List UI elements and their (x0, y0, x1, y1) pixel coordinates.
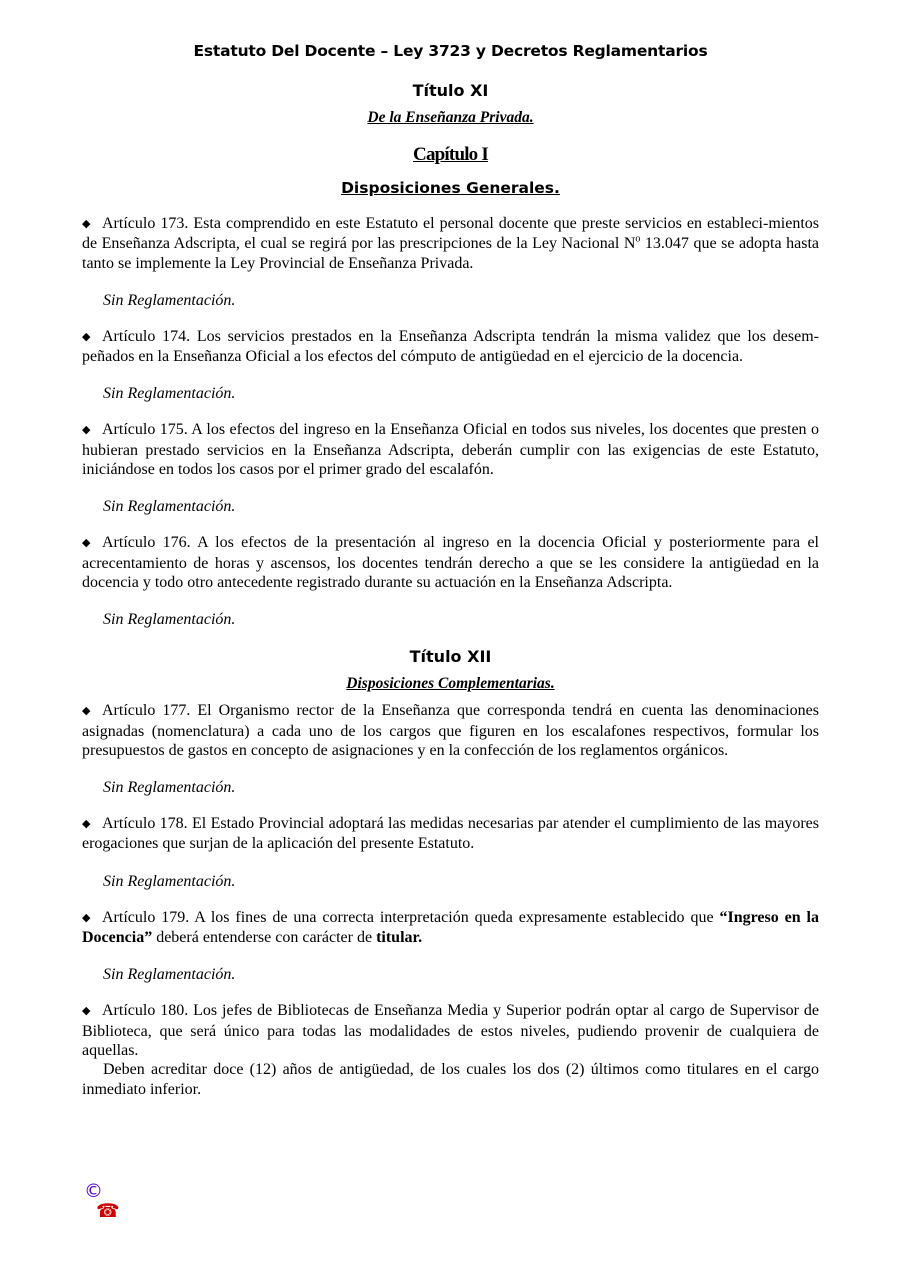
sin-reglamentacion: Sin Reglamentación. (103, 291, 236, 309)
articulo-174: ◆ Artículo 174. Los servicios prestados en la Enseñanza Adscripta tendrán la misma validez que los desem-peñados en la Enseñanza Oficial a los efectos del cómputo de antigüedad en el ejercicio de la docencia. (82, 327, 819, 366)
diamond-bullet-icon: ◆ (82, 424, 91, 437)
titulo-xii-heading: Título XII (409, 647, 492, 667)
articulo-176: ◆ Artículo 176. A los efectos de la presentación al ingreso en la docencia Oficial y posteriormente para el acrecentamiento de horas y ascensos, los docentes tendrán derecho a que se les considere la antigüedad en la docencia y todo otro antecedente registrado durante su actuación en la Enseñanza Adscripta. (82, 534, 819, 591)
capitulo-heading: Capítulo I (413, 144, 488, 165)
articulo-177: ◆ Artículo 177. El Organismo rector de la Enseñanza que corresponda tendrá en cuenta las denominaciones asignadas (nomenclatura) a cada uno de los cargos que figuren en los escalafones respectivos, formular los presupuestos de gastos en concepto de asignaciones y en la confección de los reglamentos orgánicos. (82, 702, 819, 759)
diamond-bullet-icon: ◆ (82, 818, 91, 831)
titulo-xi-heading: Título XI (412, 81, 489, 100)
sin-reglamentacion: Sin Reglamentación. (103, 872, 236, 890)
diamond-bullet-icon: ◆ (82, 1005, 91, 1018)
articulo-180-continuation: Deben acreditar doce (12) años de antigüedad, de los cuales los dos (2) últimos como titulares en el cargo inmediato inferior. (82, 1061, 819, 1098)
sin-reglamentacion: Sin Reglamentación. (103, 779, 236, 797)
titulo-xii-subtitle: Disposiciones Complementarias. (346, 675, 555, 693)
diamond-bullet-icon: ◆ (82, 537, 91, 550)
phone-icon: ☎ (96, 1200, 120, 1222)
articulo-180: ◆ Artículo 180. Los jefes de Bibliotecas de Enseñanza Media y Superior podrán optar al cargo de Supervisor de Biblioteca, que será único para todas las modalidades de estos niveles, pudiendo provenir de cualquiera de aquellas. (82, 1002, 819, 1059)
disposiciones-generales-heading (82, 179, 819, 197)
sin-reglamentacion: Sin Reglamentación. (103, 498, 236, 516)
articulo-173: ◆ Artículo 173. Esta comprendido en este Estatuto el personal docente que preste servicios en estableci-mientos de Enseñanza Adscripta, el cual se regirá por las prescripciones de la Ley Nacional $N^o$ 13.047 que se adopta hasta tanto se implemente la Ley Provincial de Enseñanza Privada. (82, 215, 820, 272)
disposiciones-word: Disposiciones (341, 179, 461, 197)
diamond-bullet-icon: ◆ (82, 705, 91, 718)
sin-reglamentacion: Sin Reglamentación. (103, 966, 236, 984)
page-footer (84, 1180, 120, 1222)
articulo-178: ◆ Artículo 178. El Estado Provincial adoptará las medidas necesarias par atender el cumplimiento de las mayores erogaciones que surjan de la aplicación del presente Estatuto. (82, 815, 819, 853)
articulo-179: ◆ Artículo 179. A los fines de una correcta interpretación queda expresamente establecido que “Ingreso en la Docencia” deberá entenderse con carácter de titular. (82, 908, 819, 947)
sin-reglamentacion: Sin Reglamentación. (103, 611, 236, 629)
document-page (82, 40, 819, 1099)
sin-reglamentacion: Sin Reglamentación. (103, 385, 236, 403)
document-header: Estatuto Del Docente – Ley 3723 y Decretos Reglamentarios (193, 42, 708, 60)
diamond-bullet-icon: ◆ (82, 330, 91, 343)
diamond-bullet-icon: ◆ (82, 218, 91, 230)
titulo-xi-subtitle: De la Enseñanza Privada. (367, 109, 534, 126)
diamond-bullet-icon: ◆ (82, 911, 91, 924)
generales-word: Generales. (466, 179, 560, 197)
articulo-175: ◆ Artículo 175. A los efectos del ingreso en la Enseñanza Oficial en todos sus niveles, los docentes que presten o hubieran prestado servicios en la Enseñanza Adscripta, deberán cumplir con las exigencias de este Estatuto, iniciándose en todos los casos por el primer grado del escalafón. (82, 421, 819, 479)
copyright-icon: © (84, 1180, 103, 1202)
